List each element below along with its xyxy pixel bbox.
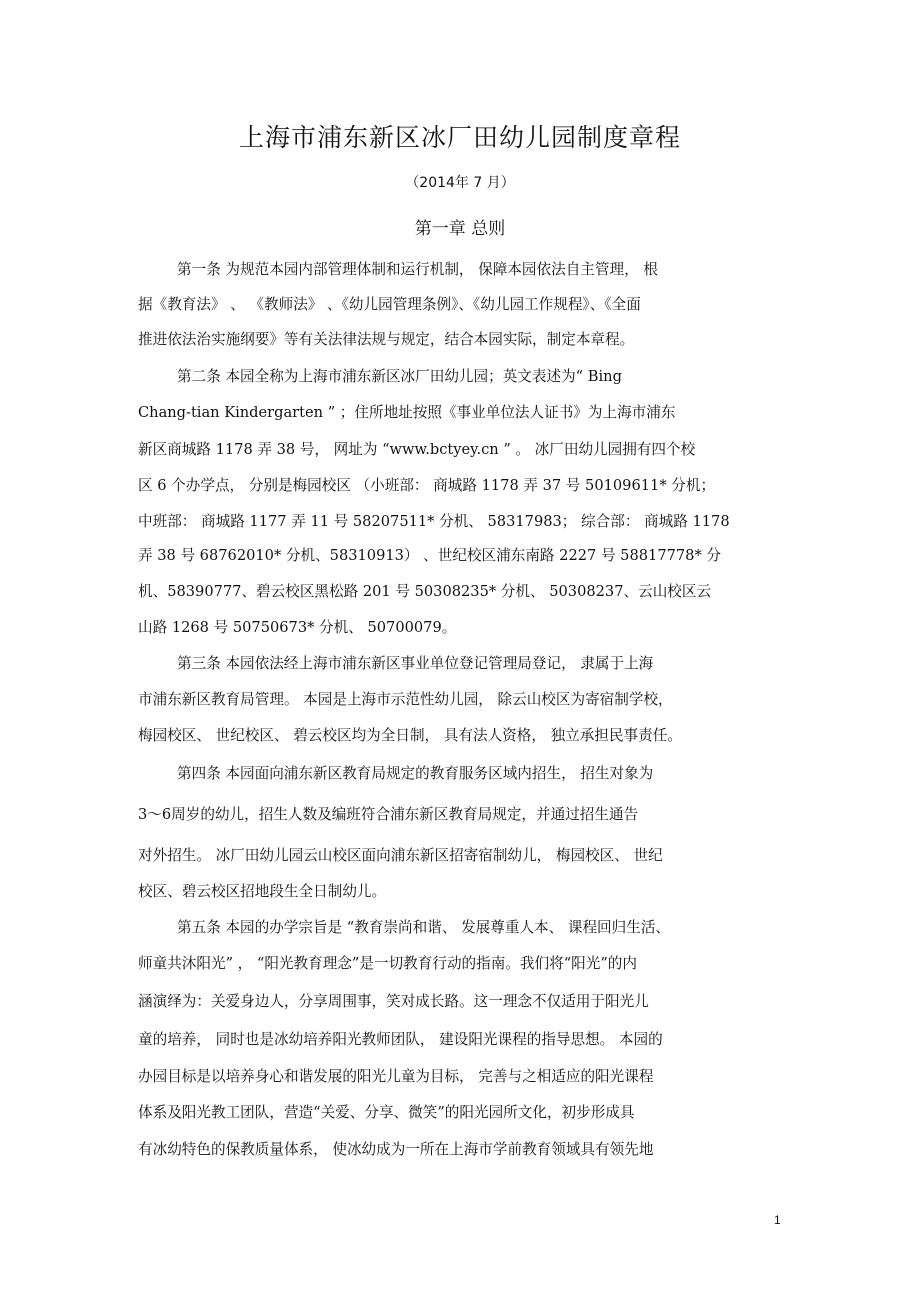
- page-number: 1: [774, 1213, 781, 1227]
- text-line: 据《教育法》 、 《教师法》 、《幼儿园管理条例》、《幼儿园工作规程》、《全面: [138, 296, 641, 313]
- chapter-heading: 第一章 总则: [414, 219, 506, 239]
- text-line: 第三条 本园依法经上海市浦东新区事业单位登记管理局登记， 隶属于上海: [177, 655, 654, 672]
- text-line: 机、58390777、碧云校区黑松路 201 号 50308235* 分机、 50308237、云山校区云: [138, 583, 712, 600]
- text-line: 校区、碧云校区招地段生全日制幼儿。: [138, 883, 387, 900]
- document-title: 上海市浦东新区冰厂田幼儿园制度章程: [238, 123, 681, 152]
- text-line: 推进依法治实施纲要》等有关法律法规与规定，结合本园实际，制定本章程。: [138, 331, 635, 348]
- text-line: 办园目标是以培养身心和谐发展的阳光儿童为目标， 完善与之相适应的阳光课程: [138, 1068, 654, 1085]
- text-line: 山路 1268 号 50750673* 分机、 50700079。: [138, 619, 457, 636]
- text-line: 新区商城路 1178 弄 38 号， 网址为 “www.bctyey.cn ” 。 冰厂田幼儿园拥有四个校: [138, 441, 696, 458]
- text-line: 涵演绎为：关爱身边人，分享周围事，笑对成长路。这一理念不仅适用于阳光儿: [138, 993, 649, 1010]
- text-line: 弄 38 号 68762010* 分机、58310913） 、世纪校区浦东南路 2227 号 58817778* 分: [138, 547, 721, 564]
- text-line: 梅园校区、 世纪校区、 碧云校区均为全日制， 具有法人资格， 独立承担民事责任。: [138, 727, 682, 744]
- text-line: 3〜6周岁的幼儿，招生人数及编班符合浦东新区教育局规定，并通过招生通告: [138, 806, 639, 823]
- text-line: 童的培养， 同时也是冰幼培养阳光教师团队， 建设阳光课程的指导思想。 本园的: [138, 1031, 663, 1048]
- text-line: 有冰幼特色的保教质量体系， 使冰幼成为一所在上海市学前教育领域具有领先地: [138, 1141, 654, 1158]
- text-line: 市浦东新区教育局管理。 本园是上海市示范性幼儿园， 除云山校区为寄宿制学校，: [138, 691, 673, 708]
- text-line: 第四条 本园面向浦东新区教育局规定的教育服务区域内招生， 招生对象为: [177, 765, 654, 782]
- text-line: Chang-tian Kindergarten ” ；住所地址按照《事业单位法人证书》为上海市浦东: [138, 404, 676, 421]
- document-date: （2014年 7 月）: [405, 175, 515, 191]
- text-line: 师童共沐阳光” ， “阳光教育理念”是一切教育行动的指南。我们将“阳光”的内: [138, 955, 637, 972]
- text-line: 第二条 本园全称为上海市浦东新区冰厂田幼儿园；英文表述为“ Bing: [177, 368, 622, 385]
- text-line: 对外招生。 冰厂田幼儿园云山校区面向浦东新区招寄宿制幼儿， 梅园校区、 世纪: [138, 847, 663, 864]
- text-line: 区 6 个办学点， 分别是梅园校区 （小班部： 商城路 1178 弄 37 号 50109611* 分机；: [138, 477, 716, 494]
- text-line: 中班部： 商城路 1177 弄 11 号 58207511* 分机、 58317983； 综合部： 商城路 1178: [138, 513, 730, 530]
- text-line: 第一条 为规范本园内部管理体制和运行机制， 保障本园依法自主管理， 根: [177, 261, 658, 278]
- text-line: 体系及阳光教工团队，营造“关爱、分享、微笑”的阳光园所文化，初步形成具: [138, 1104, 635, 1121]
- text-line: 第五条 本园的办学宗旨是 “教育崇尚和谐、 发展尊重人本、 课程回归生活、: [177, 919, 671, 936]
